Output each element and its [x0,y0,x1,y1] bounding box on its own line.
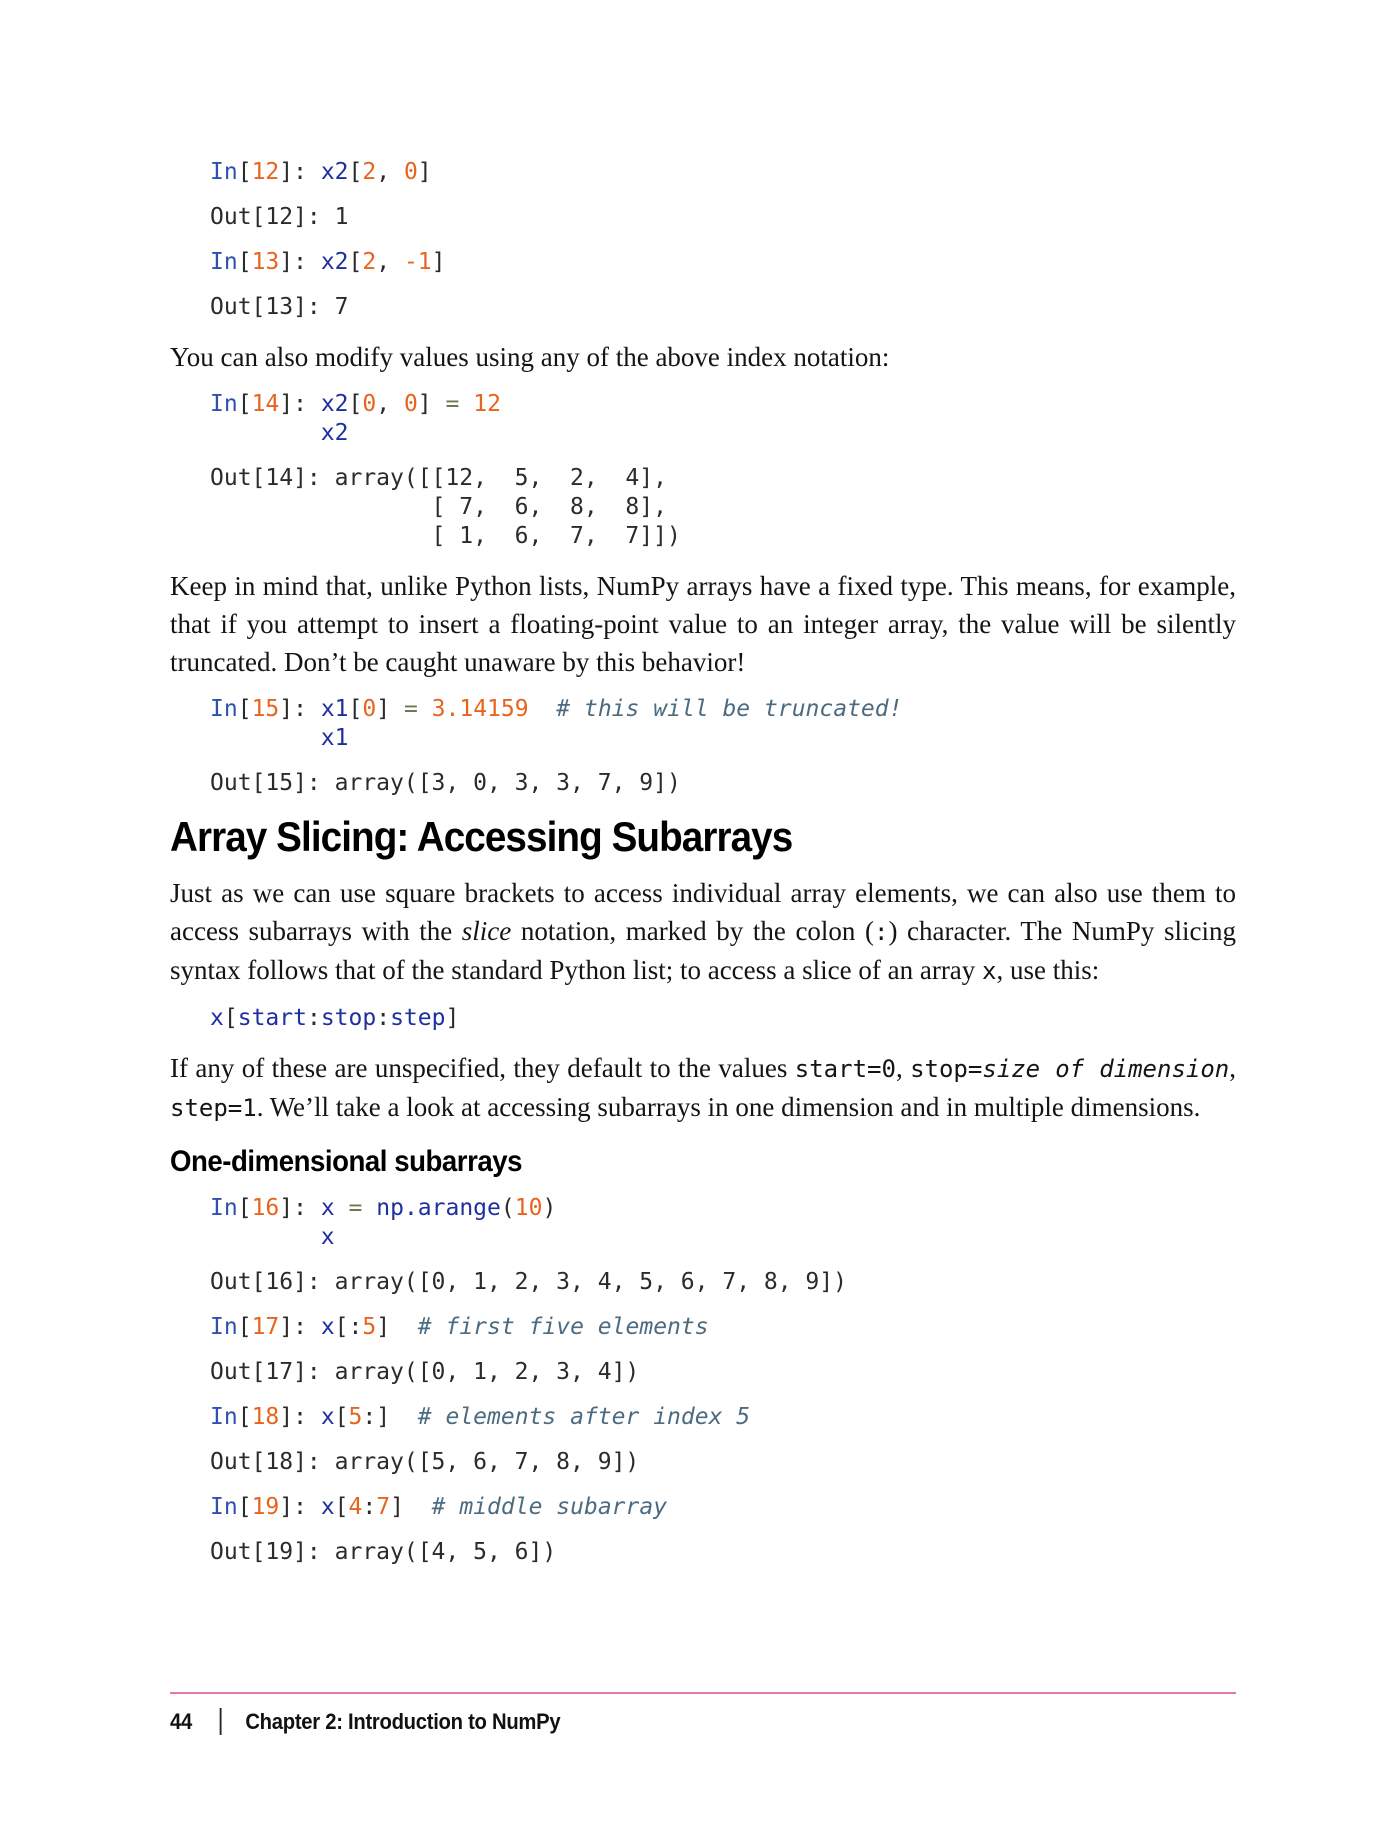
code-segment: ] [445,1005,460,1031]
text-run: stop= [910,1055,983,1083]
code-segment [210,1224,321,1250]
code-segment: ]: [279,1404,321,1430]
code-segment: Out[16]: array([0, 1, 2, 3, 4, 5, 6, 7, 8, 9]) [210,1269,847,1295]
code-segment: [ 1, 6, 7, 7]]) [210,523,681,549]
paragraph [170,338,1236,376]
text-run: x [982,957,997,985]
code-line [210,1004,1236,1033]
code-segment: # elements after index 5 [417,1404,751,1430]
code-line [210,293,1236,322]
code-line [210,1223,1236,1252]
code-line [210,1313,1236,1342]
code-segment [404,1494,432,1520]
paragraph [170,874,1236,990]
code-segment: : [362,1494,377,1520]
code-segment: Out[17]: array([0, 1, 2, 3, 4]) [210,1359,640,1385]
code-segment: ] [431,249,446,275]
code-block [210,1313,1236,1342]
code-segment: x2 [320,391,349,417]
code-segment: = [348,1195,363,1221]
text-run: . We’ll take a look at accessing subarrays in one dimension and in multiple dimensions. [256,1092,1201,1122]
code-segment: [ [237,1195,252,1221]
code-block [210,1004,1236,1033]
code-segment: [ [237,391,252,417]
code-segment: x2 [320,159,349,185]
code-line [210,390,1236,419]
code-segment: In [210,1314,238,1340]
code-block [210,464,1236,551]
code-segment: [ [334,1404,349,1430]
text-run: notation, marked by the colon ( [511,916,875,946]
code-line [210,203,1236,232]
code-segment: = [403,696,418,722]
code-line [210,1268,1236,1297]
code-segment: 16 [251,1195,280,1221]
code-segment: 14 [251,391,280,417]
code-segment: : [306,1005,321,1031]
text-run: slice [461,916,512,946]
code-segment: x2 [320,420,349,446]
text-run: , [1229,1053,1236,1083]
code-segment: ]: [279,249,321,275]
code-segment [210,725,321,751]
text-run: , [895,1053,911,1083]
code-block [210,1403,1236,1432]
code-segment: , [376,391,404,417]
code-segment: [ [334,1494,349,1520]
code-segment: -1 [403,249,432,275]
code-line [210,419,1236,448]
code-segment: In [210,1494,238,1520]
page-number: 44 [170,1708,192,1734]
code-line [210,1538,1236,1567]
code-segment: = [445,391,460,417]
text-run: size of dimension [982,1055,1230,1083]
code-segment: x [320,1314,335,1340]
code-segment: 4 [348,1494,363,1520]
code-line [210,695,1236,724]
code-segment: 18 [251,1404,280,1430]
code-segment: 19 [251,1494,280,1520]
code-block [210,1194,1236,1252]
code-segment: Out[15]: array([3, 0, 3, 3, 7, 9]) [210,770,681,796]
code-segment: step [390,1005,446,1031]
code-segment: [: [334,1314,363,1340]
code-segment [390,1314,418,1340]
code-segment: In [210,1404,238,1430]
code-segment: In [210,249,238,275]
code-line [210,464,1236,493]
code-segment: [ 7, 6, 8, 8], [210,494,667,520]
text-run: Just as we can use square brackets to access individual array elements, we can also use them to access subarrays with the [170,878,1236,946]
code-block [210,203,1236,232]
code-segment: ] [417,391,446,417]
code-segment: 5 [362,1314,377,1340]
text-run: ) character. The NumPy slicing syntax follows that of the standard Python list; to access a slice of an array [170,916,1237,985]
code-segment: ]: [279,1494,321,1520]
text-run: , use this: [996,955,1100,985]
code-block [210,248,1236,277]
code-segment: In [210,1195,238,1221]
code-segment: x1 [320,725,349,751]
code-line [210,1448,1236,1477]
code-segment: ( [500,1195,515,1221]
code-block [210,158,1236,187]
code-segment: Out[19]: array([4, 5, 6]) [210,1539,557,1565]
code-segment [390,1404,418,1430]
code-segment [335,1195,349,1221]
code-line [210,724,1236,753]
code-segment: 12 [473,391,501,417]
code-segment: Out[18]: array([5, 6, 7, 8, 9]) [210,1449,640,1475]
subsection-heading: One-dimensional subarrays [170,1145,523,1178]
code-segment: ]: [279,1314,321,1340]
code-line [210,1493,1236,1522]
code-segment: # first five elements [417,1314,709,1340]
code-segment: 3.14159 [431,696,529,722]
code-segment [529,696,557,722]
code-block [210,1538,1236,1567]
code-line [210,1194,1236,1223]
footer-row [170,1708,1151,1735]
footer-separator [220,1708,222,1735]
code-segment: 0 [362,696,377,722]
code-segment: start [237,1005,307,1031]
code-block [210,1268,1236,1297]
code-segment: ] [376,696,404,722]
text-run: Keep in mind that, unlike Python lists, NumPy arrays have a fixed type. This means, for example, that if you attempt to insert a floating-point value to an integer array, the value will be silently truncated. Don’t be caught unaware by this behavior! [170,571,1236,677]
code-segment: , [376,159,404,185]
text-run: You can also modify values using any of the above index notation: [170,342,890,372]
paragraph [170,567,1236,681]
code-segment: [ [237,1314,252,1340]
text-run: start=0 [794,1055,896,1083]
code-segment [210,420,321,446]
code-segment: In [210,696,238,722]
footer-rule [170,1692,1236,1694]
code-segment: 0 [403,159,418,185]
code-segment: x [320,1195,335,1221]
code-segment: 0 [362,391,377,417]
code-segment: [ [348,159,363,185]
code-segment: 17 [251,1314,280,1340]
code-segment: ]: [279,1195,321,1221]
text-run: If any of these are unspecified, they default to the values [170,1053,795,1083]
code-segment: [ [237,159,252,185]
code-segment: Out[12]: 1 [210,204,349,230]
paragraph [170,1049,1236,1127]
code-segment [459,391,473,417]
code-segment: 5 [348,1404,363,1430]
code-segment: 7 [376,1494,391,1520]
code-segment: Out[13]: 7 [210,294,349,320]
code-block [210,1493,1236,1522]
code-segment: x [320,1404,335,1430]
code-segment: np.arange [376,1195,501,1221]
code-segment: , [376,249,404,275]
code-segment: [ [237,249,252,275]
code-segment [362,1195,376,1221]
code-segment: x [320,1224,335,1250]
code-segment: [ [348,696,363,722]
code-segment: 15 [251,696,280,722]
code-segment: 10 [514,1195,543,1221]
text-run: step=1 [170,1094,257,1122]
code-segment: [ [348,391,363,417]
code-line [210,248,1236,277]
code-segment: ] [390,1494,404,1520]
code-segment: 13 [251,249,280,275]
code-segment: [ [223,1005,238,1031]
code-segment: x2 [320,249,349,275]
code-line [210,522,1236,551]
code-line [210,769,1236,798]
code-segment: x [210,1005,224,1031]
code-block [210,1448,1236,1477]
code-segment: In [210,391,238,417]
code-line [210,493,1236,522]
code-segment: ]: [279,696,321,722]
code-segment: 0 [403,391,418,417]
code-block [210,695,1236,753]
code-segment: : [376,1005,391,1031]
text-run: : [874,918,889,946]
code-segment: x1 [320,696,349,722]
code-segment: # this will be truncated! [556,696,903,722]
section-heading: Array Slicing: Accessing Subarrays [170,813,793,860]
code-segment: ]: [279,391,321,417]
code-segment [418,696,432,722]
code-segment: In [210,159,238,185]
code-segment: 2 [362,159,377,185]
code-block [210,293,1236,322]
code-segment: x [320,1494,335,1520]
code-segment: 12 [251,159,280,185]
code-line [210,1403,1236,1432]
code-segment: ]: [279,159,321,185]
code-segment: ] [376,1314,391,1340]
code-block [210,390,1236,448]
code-block [210,1358,1236,1387]
code-segment: # middle subarray [431,1494,668,1520]
code-segment: ] [417,159,432,185]
code-segment: 2 [362,249,377,275]
code-segment: Out[14]: array([[12, 5, 2, 4], [210,465,667,491]
code-segment: [ [237,1494,252,1520]
page-content [170,158,1236,1567]
code-segment: ) [542,1195,557,1221]
code-segment: stop [320,1005,377,1031]
page-footer [170,1692,1236,1735]
chapter-title: Chapter 2: Introduction to NumPy [245,1708,561,1734]
code-line [210,158,1236,187]
code-segment: [ [237,696,252,722]
code-segment: :] [362,1404,391,1430]
code-segment: [ [348,249,363,275]
code-block [210,769,1236,798]
code-line [210,1358,1236,1387]
code-segment: [ [237,1404,252,1430]
